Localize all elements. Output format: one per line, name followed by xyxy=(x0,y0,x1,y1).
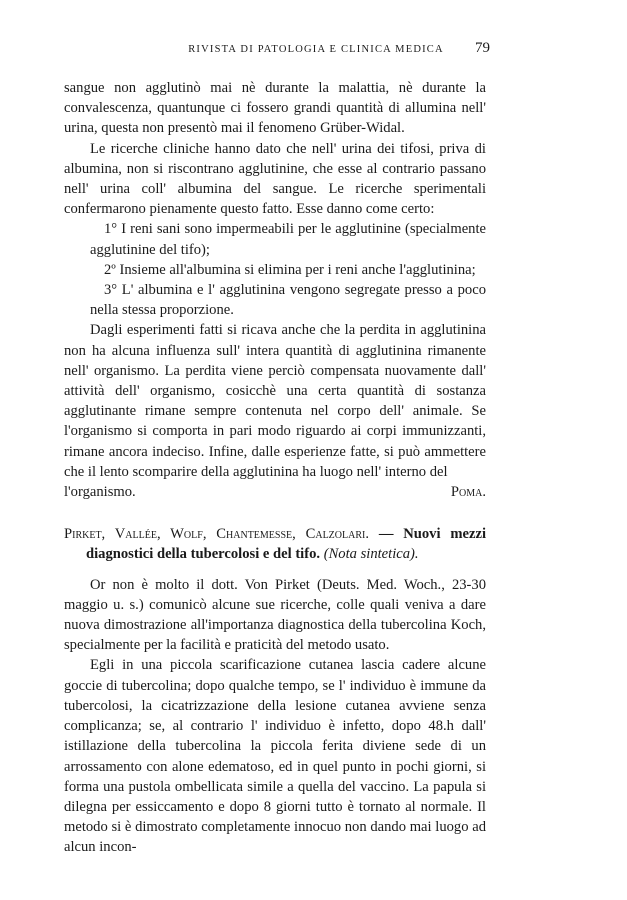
paragraph-3-last-line: l'organismo. xyxy=(64,484,136,501)
paragraph-4: Or non è molto il dott. Von Pirket (Deuts. Med. Woch., 23-30 maggio u. s.) comunicò alcune sue ricerche, colle quali veniva a dare nuova dimostrazione all'importanza diagnostica della tubercolina Koch, specialmente per la facilità e praticità del metodo usato. xyxy=(64,576,486,654)
section-gap xyxy=(64,502,486,524)
page-number: 79 xyxy=(475,40,490,56)
list-item-3: 3° L' albumina e l' agglutinina vengono segregate presso a poco nella stessa proporzione. xyxy=(90,282,486,319)
paragraph-2: Le ricerche cliniche hanno dato che nell' urina dei tifosi, priva di albumina, non si riscontrano agglutinine, che esse al contrario passano nell' urina coll' albumina del sangue. Le ricerche sperimentali confermarono pienamente questo fatto. Esse danno come certo: xyxy=(64,140,486,218)
running-header: RIVISTA DI PATOLOGIA E CLINICA MEDICA xyxy=(188,44,444,55)
list-item-1: 1° I reni sani sono impermeabili per le agglutinine (specialmente agglutinine del tifo); xyxy=(90,221,486,258)
heading-gap xyxy=(64,565,486,575)
list-item-2: 2º Insieme all'albumina si elimina per i reni anche l'agglutinina; xyxy=(104,261,476,278)
article-authors: Pirket, Vallée, Wolf, Chantemesse, Calzolari. xyxy=(64,526,369,543)
article-title: — Nuovi mezzi diagnostici della tubercolosi e del tifo. xyxy=(86,526,486,563)
author-signature: Poma. xyxy=(450,484,486,501)
article-heading xyxy=(64,524,486,564)
paragraph-5: Egli in una piccola scarificazione cutanea lascia cadere alcune goccie di tubercolina; dopo qualche tempo, se l' individuo è immune da tubercolosi, la cicatrizzazione della lesione cutanea avviene senza complicanza; se, al contrario l' individuo è infetto, dopo 48.h dall' istillazione della tubercolina la piccola ferita diviene sede di un arrossamento con alone edematoso, ed in quel punto in pochi giorni, si forma una pustola ombellicata simile a quella del vaccino. La papula si dilegna per essiccamento e dopo 8 giorni tutto è tornato al normale. Il metodo si è dimostrato completamente innocuo non dando mai luogo ad alcun incon- xyxy=(64,657,486,856)
article-note: (Nota sintetica). xyxy=(323,546,419,563)
page-body xyxy=(64,78,486,858)
signature-row xyxy=(64,482,486,502)
paragraph-3: Dagli esperimenti fatti si ricava anche che la perdita in agglutinina non ha alcuna influenza sull' intera quantità di agglutinina rimanente nell' organismo. La perdita viene perciò compensata nuovamente dall' attività dell' organismo, cosicchè una certa quantità di sostanza agglutinante rimane sempre contenuta nel corpo dell' animale. Se l'organismo si comporta in pari modo riguardo ai corpi immunizzanti, rimane ancora indeciso. Infine, dalle esperienze fatte, si può ammettere che il lento scomparire della agglutinina ha luogo nell' interno del xyxy=(64,322,486,480)
paragraph-1: sangue non agglutinò mai nè durante la malattia, nè durante la convalescenza, quantunque ci fossero grandi quantità di allumina nell' urina, questa non presentò mai il fenomeno Grüber-Widal. xyxy=(64,80,486,137)
